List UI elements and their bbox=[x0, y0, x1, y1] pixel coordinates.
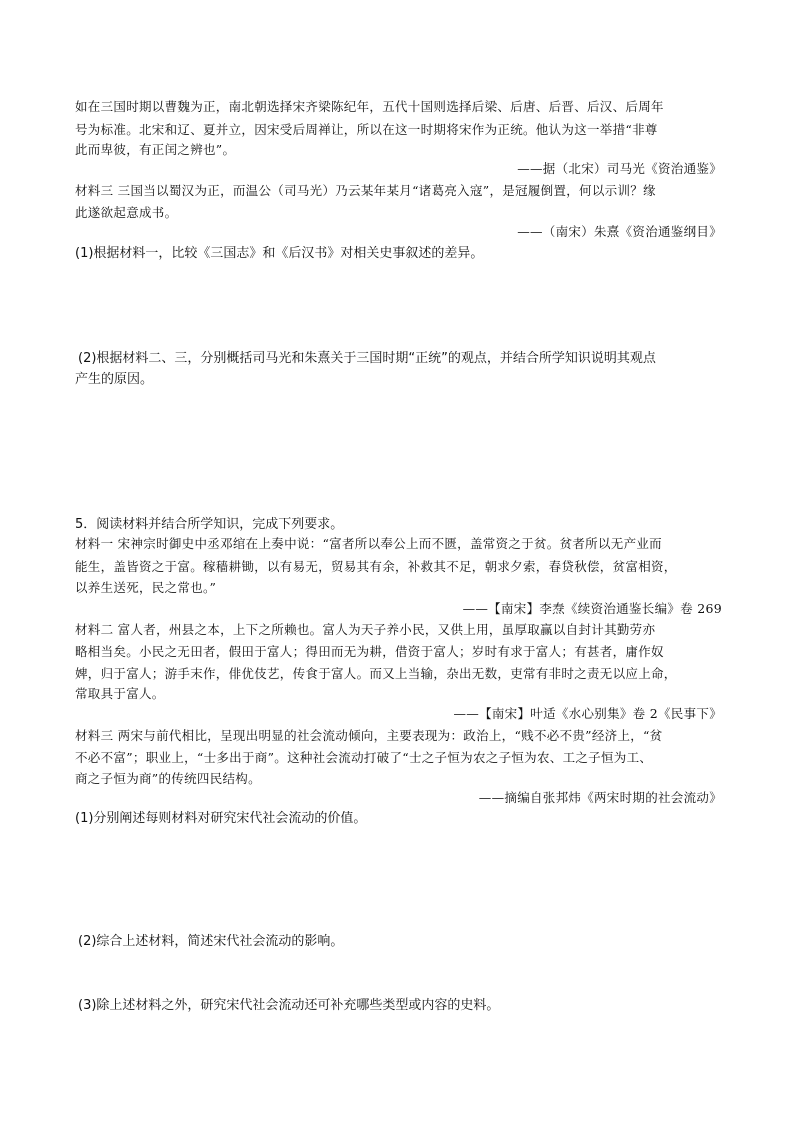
material-text-line: 材料二 富人者，州县之本，上下之所赖也。富人为天子养小民，又供上用，虽厚取赢以自封计其勤劳亦 bbox=[75, 622, 656, 637]
material-text-line: 以养生送死，民之常也。” bbox=[75, 580, 217, 595]
material-text-line: 号为标准。北宋和辽、夏并立，因宋受后周禅让，所以在这一时期将宋作为正统。他认为这一举措“非尊 bbox=[75, 122, 658, 137]
material-text-line: 常取具于富人。 bbox=[75, 686, 165, 701]
material-source: ——【南宋】李焘《续资治通鉴长编》卷 269 bbox=[462, 601, 722, 616]
material-text-line: 略相当矣。小民之无田者，假田于富人；得田而无为耕，借资于富人；岁时有求于富人；有甚者，庸作奴 bbox=[75, 644, 664, 659]
material-text-line: 如在三国时期以曹魏为正，南北朝选择宋齐梁陈纪年，五代十国则选择后梁、后唐、后晋、后汉、后周年 bbox=[75, 99, 664, 114]
question-5-heading: 5．阅读材料并结合所学知识，完成下列要求。 bbox=[75, 517, 344, 532]
material-text-line: 不必不富”；职业上，“士多出于商”。这种社会流动打破了“士之子恒为农之子恒为农、工之子恒为工、 bbox=[75, 750, 653, 765]
question-4-2-line: 产生的原因。 bbox=[75, 372, 154, 387]
material-text-line: 材料三 两宋与前代相比，呈现出明显的社会流动倾向，主要表现为：政治上，“贱不必不贵”经济上，“贫 bbox=[75, 728, 663, 743]
material-text-line: 商之子恒为商”的传统四民结构。 bbox=[75, 771, 261, 786]
material-text-line: 婢，归于富人；游手末作，俳优伎艺，传食于富人。而又上当输，杂出无数，吏常有非时之责无以应上命， bbox=[75, 666, 677, 681]
question-4-1: (1)根据材料一，比较《三国志》和《后汉书》对相关史事叙述的差异。 bbox=[75, 246, 484, 261]
question-5-3: (3)除上述材料之外，研究宋代社会流动还可补充哪些类型或内容的史料。 bbox=[78, 998, 500, 1013]
material-text-line: 材料一 宋神宗时御史中丞邓绾在上奏中说：“富者所以奉公上而不匮，盖常资之于贫。贫者所以无产业而 bbox=[75, 536, 662, 551]
material-text-line: 此遂欲起意成书。 bbox=[75, 205, 178, 220]
material-text-line: 能生，盖皆资之于富。稼穑耕锄，以有易无，贸易其有余，补救其不足，朝求夕索，春贷秋偿，贫富相资， bbox=[75, 559, 677, 574]
material-text-line: 材料三 三国当以蜀汉为正，而温公（司马光）乃云某年某月“诸葛亮入寇”，是冠履倒置，何以示训？缘 bbox=[75, 183, 656, 198]
question-4-2-line: (2)根据材料二、三，分别概括司马光和朱熹关于三国时期“正统”的观点，并结合所学知识说明其观点 bbox=[78, 351, 656, 366]
material-source: ——【南宋】叶适《水心别集》卷 2《民事下》 bbox=[453, 706, 722, 721]
material-source: ——摘编自张邦炜《两宋时期的社会流动》 bbox=[478, 790, 722, 805]
material-source: ——（南宋）朱熹《资治通鉴纲目》 bbox=[517, 224, 722, 239]
material-source: ——据（北宋）司马光《资治通鉴》 bbox=[517, 161, 722, 176]
question-5-1: (1)分别阐述每则材料对研究宋代社会流动的价值。 bbox=[75, 811, 367, 826]
material-text-line: 此而卑彼，有正闰之辨也”。 bbox=[75, 142, 236, 157]
question-5-2: (2)综合上述材料，简述宋代社会流动的影响。 bbox=[78, 934, 344, 949]
